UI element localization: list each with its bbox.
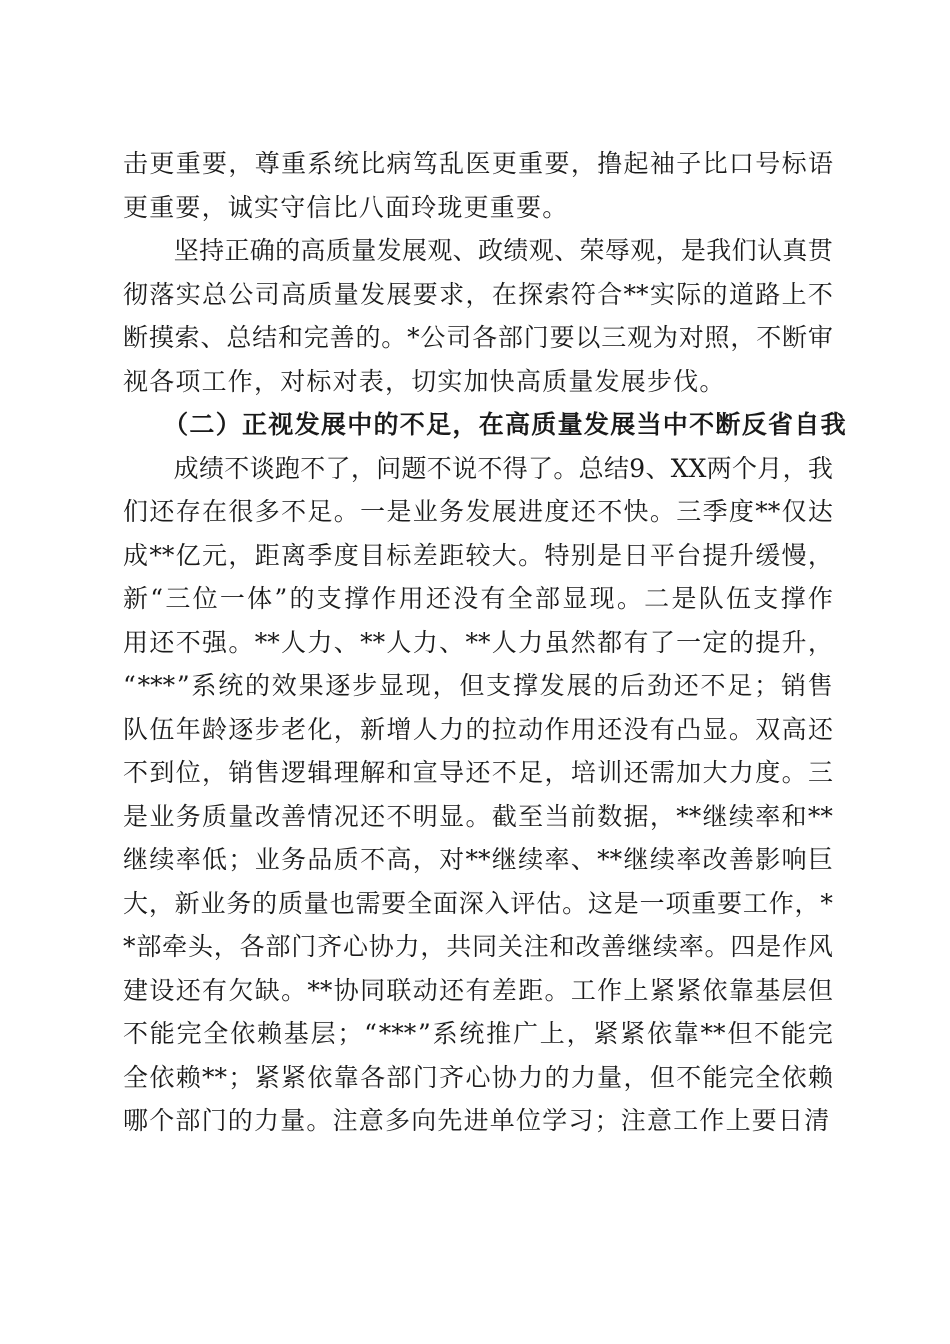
text-line: 击 更 重 要 ， 尊 重 系 统 比 病 笃 乱 医 更 重 要 ， 撸 起 袖 子 比 口 号 标 语 — [123, 149, 833, 178]
text-line: 成 ** 亿 元 ， 距 离 季 度 目 标 差 距 较 大 。 特 别 是 日 平 台 提 升 缓 慢 ， — [123, 540, 833, 570]
text-line: 新 “ 三 位 一 体 ” 的 支 撑 作 用 还 没 有 全 部 显 现 。 二 是 队 伍 支 撑 作 — [123, 584, 833, 613]
text-line: 继 续 率 低 ； 业 务 品 质 不 高 ， 对 ** 继 续 率 、 ** 继 续 率 改 善 影 响 巨 — [123, 845, 833, 874]
paragraph — [123, 142, 833, 229]
text-line: 视各项工作，对标对表，切实加快高质量发展步伐。 — [123, 366, 726, 396]
text-line: 全 依 赖 ** ； 紧 紧 依 靠 各 部 门 齐 心 协 力 的 力 量 ， 但 不 能 完 全 依 赖 — [123, 1062, 833, 1092]
section-heading — [123, 403, 847, 447]
text-line: * 部 牵 头 ， 各 部 门 齐 心 协 力 ， 共 同 关 注 和 改 善 继 续 率 。 四 是 作 风 — [123, 932, 833, 961]
text-line: 不 到 位 ， 销 售 逻 辑 理 解 和 宣 导 还 不 足 ， 培 训 还 需 加 大 力 度 。 三 — [123, 758, 833, 787]
text-line: 大 ， 新 业 务 的 质 量 也 需 要 全 面 深 入 评 估 。 这 是 一 项 重 要 工 作 ， * — [123, 888, 833, 918]
text-line: 断 摸 索 、 总 结 和 完 善 的 。 * 公 司 各 部 门 要 以 三 观 为 对 照 ， 不 断 审 — [123, 323, 833, 352]
text-line: 哪个部门的力量。注意多向先进单位学习；注意工作上要日清 — [123, 1106, 831, 1135]
text-line: “ *** ” 系 统 的 效 果 逐 步 显 现 ， 但 支 撑 发 展 的 后 劲 还 不 足 ； 销 售 — [123, 671, 833, 700]
text-line: 队 伍 年 龄 逐 步 老 化 ， 新 增 人 力 的 拉 动 作 用 还 没 有 凸 显 。 双 高 还 — [123, 714, 833, 744]
text-line: 用 还 不 强 。 ** 人 力 、 ** 人 力 、 ** 人 力 虽 然 都 有 了 一 定 的 提 升 ， — [123, 627, 833, 657]
paragraph — [123, 229, 833, 403]
text-line: 不 能 完 全 依 赖 基 层 ； “ *** ” 系 统 推 广 上 ， 紧 紧 依 靠 ** 但 不 能 完 — [123, 1019, 833, 1048]
text-line: 更重要，诚实守信比八面玲珑更重要。 — [123, 192, 569, 222]
text-line: （二）正视发展中的不足，在高质量发展当中不断反省自我 — [123, 410, 847, 439]
text-line: 成 绩 不 谈 跑 不 了 ， 问 题 不 说 不 得 了 。 总 结 9 、 XX 两 个 月 ， 我 — [173, 453, 833, 483]
text-line: 是 业 务 质 量 改 善 情 况 还 不 明 显 。 截 至 当 前 数 据 ， ** 继 续 率 和 ** — [123, 801, 833, 831]
text-line: 彻 落 实 总 公 司 高 质 量 发 展 要 求 ， 在 探 索 符 合 ** 实 际 的 道 路 上 不 — [123, 279, 833, 309]
text-line: 坚 持 正 确 的 高 质 量 发 展 观 、 政 绩 观 、 荣 辱 观 ， 是 我 们 认 真 贯 — [173, 236, 833, 265]
document-body — [123, 142, 847, 1143]
text-line: 建 设 还 有 欠 缺 。 ** 协 同 联 动 还 有 差 距 。 工 作 上 紧 紧 依 靠 基 层 但 — [123, 975, 833, 1005]
paragraph — [123, 447, 833, 1143]
text-line: 们 还 存 在 很 多 不 足 。 一 是 业 务 发 展 进 度 还 不 快 。 三 季 度 ** 仅 达 — [123, 497, 833, 526]
